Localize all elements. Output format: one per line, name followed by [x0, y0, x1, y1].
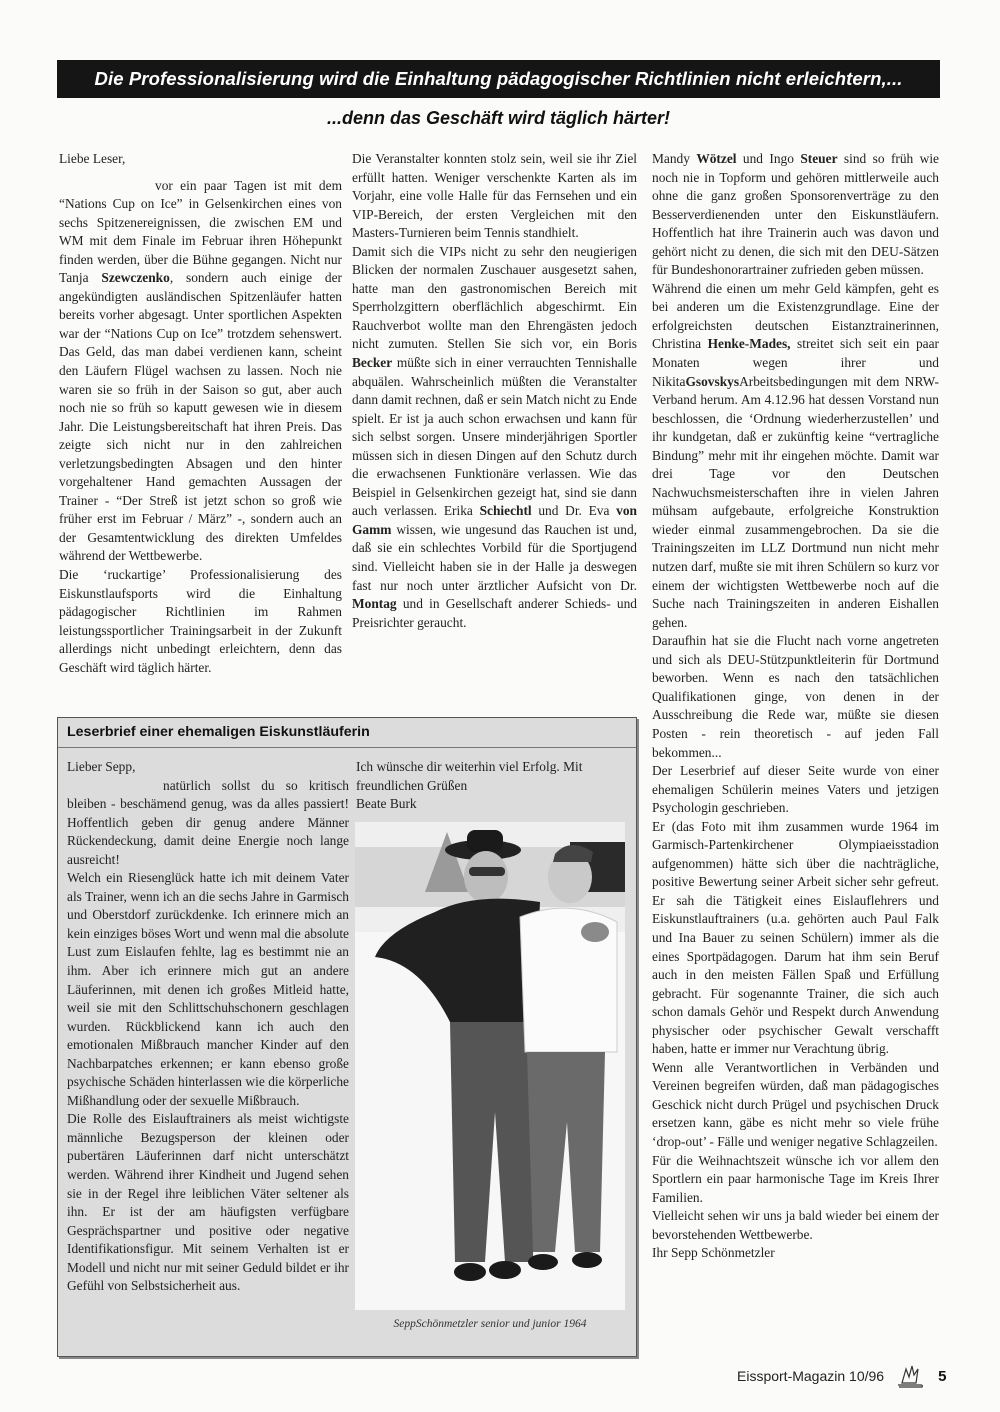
photo-illustration — [355, 822, 625, 1310]
bold-name: Gsovskys — [685, 373, 740, 389]
paragraph: Vielleicht sehen wir uns ja bald wieder bei einem der bevorstehenden Wettbewerbe. — [652, 1208, 939, 1242]
reader-letter-closing — [356, 758, 626, 814]
photo-sepp-schoenmetzler-senior-junior — [355, 822, 625, 1310]
skate-wing-logo-icon — [894, 1363, 924, 1389]
reader-letter-paragraph: Die Rolle des Eislauftrainers als meist wichtigste männliche Bezugsperson der kleinen oder pubertären Läuferinnen darf nicht unterschätzt werden. Während ihrer Kindheit und Jugend sehen sie in der Regel ihre leiblichen Väter seltener als ihn. Er ist der am häufigsten verfügbare Gesprächspartner und positive oder negative Identifikationsfigur. Mit seinem Verhalten ist er Modell und nicht nur mit seiner Geduld bildet er ihr Gefühl von Selbstsicherheit aus. — [67, 1111, 349, 1294]
paragraph: vor ein paar Tagen ist mit dem “Nations Cup on Ice” in Gelsenkirchen eines von sechs Spitzenereignissen, die zwischen EM und WM mit dem Finale im Februar ihren Höhepunkt finden werden, über die Bühne gegangen. Nicht nur Tanja Szewczenko, sondern auch einige der angekündigten ausländischen Spitzenläufer hatten bereits vorher abgesagt. Unter sportlichen Aspekten war der “Nations Cup on Ice” trotzdem sehenswert. Das Geld, das man dabei verdienen kann, scheint den Läufern Flügel wachsen zu lassen. Noch nie waren sie so früh in der Saison so gut, aber auch noch nie so früh so kaputt gewesen wie in diesem Jahr. Die Leistungsbereitschaft hat ihren Preis. Das zeigte sich nicht nur in den zahlreichen verletzungsbedingten Absagen und den hinter vorgehaltener Hand gemachten Aussagen der Trainer - “Der Streß ist jetzt schon so groß wie früher erst im Februar / März” -, sondern auch an der Gesamtentwicklung des direkten Umfeldes während der Wettbewerbe. — [59, 177, 342, 564]
paragraph: Mandy Wötzel und Ingo Steuer sind so früh wie noch nie in Topform und gehören mittlerweile auch ohne die ganz großen Sponsorenverträge zu den Besserverdienenden unter den Eiskunstläufern. Hoffentlich hat ihre Trainerin auch was davon und gehört nicht zu denen, die sich mit den DEU-Sätzen für Bundeshonorartrainer zufrieden geben müssen. — [652, 151, 939, 278]
editorial-column-1 — [59, 150, 342, 677]
editorial-column-2-body — [352, 150, 637, 632]
reader-letter-column-1 — [67, 758, 349, 1296]
paragraph: Er (das Foto mit ihm zusammen wurde 1964 im Garmisch-Partenkirchener Olympiaeisstadion aufgenommen) hätte sich über die nachträgliche, positive Bewertung seiner Arbeit sicher sehr gefreut. Er sah die Tätigkeit eines Eislauflehrers und Eiskunstlauftrainers (u.a. gehörten auch Paul Falk und Ina Bauer zu seinen Schülern) immer als die eines Sportpädagogen. Darum hat ihm sein Beruf auch in den meisten Fällen Spaß und Erfüllung gebracht. Für sogenannte Trainer, die sich auch schon damals Gehör und Respekt durch Anwendung physischer oder psychischer Gewalt verschafft haben, hatte er immer nur Verachtung übrig. — [652, 818, 939, 1057]
bold-name: Steuer — [800, 151, 838, 166]
reader-letter-closing-line: Ich wünsche dir weiterhin viel Erfolg. Mit — [356, 759, 583, 774]
headline-main: Die Professionalisierung wird die Einhaltung pädagogischer Richtlinien nicht erleichtern,... — [94, 68, 903, 89]
bold-name: Henke-Mades, — [707, 336, 791, 352]
photo-caption: SeppSchönmetzler senior und junior 1964 — [393, 1318, 587, 1330]
reader-letter-paragraph: natürlich sollst du so kritisch bleiben - beschämend genug, was da alles passiert! Hoffentlich geben dir genug andere Männer Rückendeckung, damit deine Energie noch lange ausreicht! — [67, 777, 349, 867]
paragraph: Die Veranstalter konnten stolz sein, weil sie ihr Ziel erfüllt hatten. Weniger verschenkte Karten als im Vorjahr, eine volle Halle für das Fernsehen und ein VIP-Bereich, der ersten Vergleichen mit den Masters-Turnieren beim Tennis standhielt. — [352, 151, 637, 241]
bold-name: Becker — [352, 355, 393, 371]
reader-letter-signature: Beate Burk — [356, 796, 417, 812]
reader-letter-box — [57, 717, 637, 1357]
paragraph: Der Leserbrief auf dieser Seite wurde von einer ehemaligen Schülerin meines Vaters und jetzigen Psychologin geschrieben. — [652, 763, 939, 816]
editorial-column-1-body — [59, 177, 342, 678]
bold-name: Schiechtl — [479, 503, 532, 519]
paragraph: Ihr Sepp Schönmetzler — [652, 1245, 775, 1261]
page-footer — [737, 1364, 957, 1388]
bold-name: von Gamm — [352, 503, 637, 537]
editorial-column-3 — [652, 150, 939, 1263]
editorial-salutation: Liebe Leser, — [59, 151, 126, 166]
paragraph: Die ‘ruckartige’ Professionalisierung des Eiskunstlaufsports wird die Einhaltung pädagogischer Richtlinien im Rahmen leistungssportlicher Trainingsarbeit in der Zukunft allerdings nicht unbedingt erleichtern, denn das Geschäft wird täglich härter. — [59, 567, 342, 675]
footer-magazine-issue: Eissport-Magazin 10/96 — [737, 1368, 885, 1384]
headline-sub: ...denn das Geschäft wird täglich härter! — [326, 108, 671, 128]
paragraph: Während die einen um mehr Geld kämpfen, geht es bei anderen um die Existenzgrundlage. Eine der erfolgreichsten deutschen Eistanztrainerinnen, Christina Henke-Mades, streitet sich seit ein paar Monaten wegen ihrer und NikitaGsovskysArbeitsbedingungen mit dem NRW-Verband herum. Am 4.12.96 hat dessen Vorstand nun beschlossen, die ‘Ordnung wiederherzustellen’ und ihr kundgetan, daß er zukünftig keine “vertragliche Bindung” mehr mit ihr eingehen möchte. Damit war drei Tage vor den Deutschen Nachwuchsmeisterschaften ihre in vielen Jahren mühsam aufgebaute, erfolgreiche Konstruktion wieder einmal zusammengebrochen. Da sie die Trainingszeiten im LLZ Dortmund nun nicht mehr nutzen darf, mußte sie mit ihren Schülern so kurz vor einem der wichtigsten Wettbewerbe noch auf die Suche nach Trainingszeiten in anderen Eishallen gehen. — [652, 280, 939, 630]
headline-bar — [57, 60, 940, 98]
bold-name: Montag — [352, 596, 397, 612]
paragraph: Daraufhin hat sie die Flucht nach vorne angetreten und sich als DEU-Stützpunktleiterin für Dortmund beworben. Wenn es nach den tatsächlichen Qualifikationen ginge, von denen in der Ausschreibung die Rede war, müßte sie diesen Posten - rein theoretisch - auf jeden Fall bekommen... — [652, 633, 939, 760]
reader-letter-title: Leserbrief einer ehemaligen Eiskunstläuferin — [67, 724, 370, 740]
reader-letter-salutation: Lieber Sepp, — [67, 759, 136, 774]
reader-letter-paragraph: Welch ein Riesenglück hatte ich mit deinem Vater als Trainer, wenn ich an die sechs Jahre in Garmisch und Oberstdorf zurückdenke. Ich erinnere mich an kein einziges böses Wort und wenn mal die absolute Lust zum Eislaufen fehlte, lag es bestimmt nie an ihm. Aber ich erinnere mich gut an andere Läuferinnen, mit denen ich großes Mitleid hatte, weil sie mit den Schlittschuhschonern geschlagen wurden. Rückblickend kann ich auch den emotionalen Mißbrauch mancher Kinder auf den Nachbarpatches erkennen; er kann ebenso große psychische Schäden hinterlassen wie die körperliche Mißhandlung oder der sexuelle Mißbrauch. — [67, 870, 349, 1108]
bold-name: Wötzel — [696, 151, 737, 166]
page-number: 5 — [938, 1367, 947, 1385]
paragraph: Wenn alle Verantwortlichen in Verbänden und Vereinen begreifen würden, daß man pädagogisches Geschick nicht durch Prügel und psychischen Druck ersetzen kann, gäbe es nicht mehr so viele frühe ‘drop-out’ - Fälle und weniger negative Schlagzeilen. — [652, 1059, 939, 1149]
editorial-column-3-body — [652, 150, 939, 1263]
reader-letter-divider — [58, 747, 636, 748]
paragraph: Damit sich die VIPs nicht zu sehr den neugierigen Blicken der normalen Zuschauer ausgesetzt sahen, hatte man den gastronomischen Bereich mit Sperrholzgittern oberflächlich abgeschirmt. Ein Rauchverbot wollte man den Ehrengästen jedoch nicht zumuten. Stellen Sie sich vor, ein Boris Becker müßte sich in einer verrauchten Tennishalle abquälen. Wahrscheinlich müßten die Veranstalter dann damit rechnen, daß er sein Match nicht zu Ende spielt. Er ist ja auch schon erwachsen und kann für sich selbst sorgen. Unsere minderjährigen Sportler müssen sich in diesen Dingen auf den Schutz durch die erwachsenen Funktionäre verlassen. Wie das Beispiel in Gelsenkirchen gezeigt hat, sind sie dann auch verlassen. Erika Schiechtl und Dr. Eva von Gamm wissen, wie ungesund das Rauchen ist und, daß sie ein schlechtes Vorbild für die Sportjugend sind. Vielleicht haben sie in der Halle ja deswegen fast nur noch unter ärztlicher Aufsicht von Dr. Montag und in Gesellschaft anderer Schieds- und Preisrichter geraucht. — [352, 243, 637, 630]
editorial-column-2 — [352, 150, 637, 632]
reader-letter-closing-line: freundlichen Grüßen — [356, 777, 468, 793]
bold-name: Szewczenko — [101, 270, 170, 286]
paragraph: Für die Weihnachtszeit wünsche ich vor allem den Sportlern ein paar harmonische Tage im Kreis Ihrer Familien. — [652, 1152, 939, 1205]
